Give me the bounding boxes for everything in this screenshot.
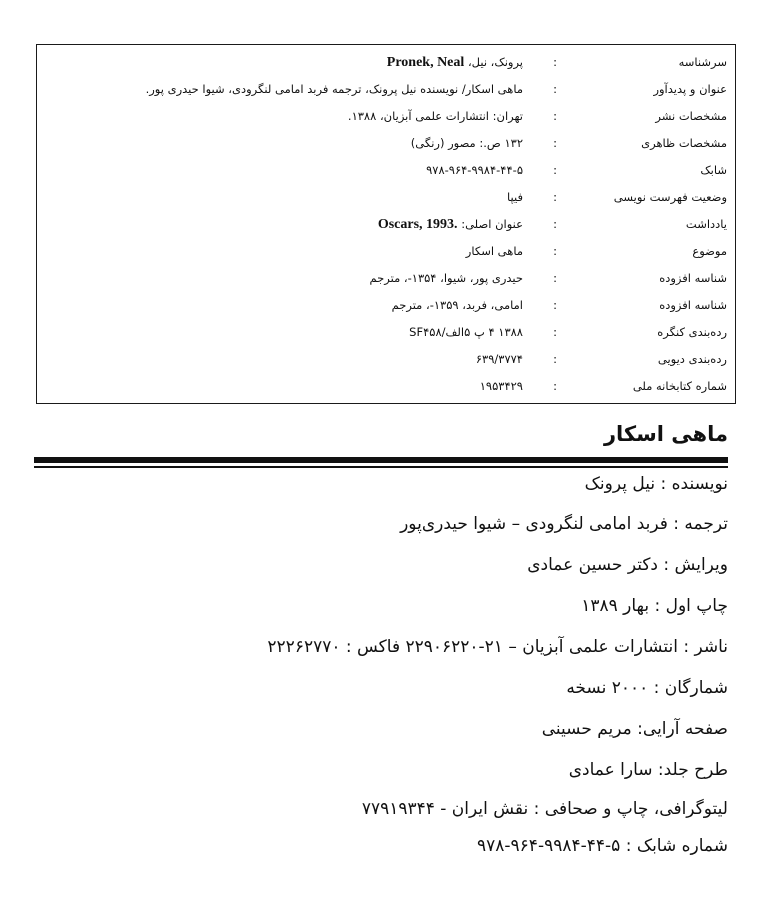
- cip-label: رده‌بندی کنگره: [657, 325, 727, 339]
- credit-translators: ترجمه : فربد امامی لنگرودی – شیوا حیدری‌پور: [400, 514, 728, 534]
- cip-row-national-library-number: [37, 373, 735, 400]
- cip-label: شابک: [700, 163, 727, 177]
- cip-value: ۱۹۵۳۴۲۹: [479, 379, 523, 393]
- credit-layout: صفحه آرایی: مریم حسینی: [541, 719, 728, 739]
- cip-row-subject: [37, 238, 735, 265]
- credit-cover-design: طرح جلد: سارا عمادی: [568, 760, 728, 780]
- cip-label: موضوع: [692, 244, 727, 258]
- cip-value: ماهی اسکار/ نویسنده نیل پرونک، ترجمه فربد امامی لنگرودی، شیوا حیدری پور.: [145, 82, 523, 96]
- cip-value: [387, 55, 523, 71]
- cip-value: ۹۷۸-۹۶۴-۹۹۸۴-۴۴-۵: [426, 163, 523, 177]
- credit-edition: چاپ اول : بهار ۱۳۸۹: [581, 596, 728, 616]
- cip-colon: :: [553, 163, 557, 177]
- cip-value-latin: Oscars, 1993.: [377, 217, 458, 232]
- cip-colon: :: [553, 379, 557, 393]
- cip-row-lc-class: [37, 319, 735, 346]
- cip-label: مشخصات نشر: [655, 109, 727, 123]
- cip-label: رده‌بندی دیویی: [657, 352, 727, 366]
- credit-isbn: شماره شابک : ۵-۴۴-۹۹۸۴-۹۶۴-۹۷۸: [477, 836, 728, 856]
- cip-value: [378, 217, 523, 233]
- cip-row-main-entry: [37, 49, 735, 76]
- cip-value: ۶۳۹/۳۷۷۴: [475, 352, 523, 366]
- cip-colon: :: [553, 325, 557, 339]
- cip-row-note: [37, 211, 735, 238]
- cip-colon: :: [553, 244, 557, 258]
- cip-row-added-entry-2: [37, 292, 735, 319]
- cip-label: شناسه افزوده: [659, 298, 727, 312]
- cip-value: فیپا: [507, 190, 523, 204]
- cip-row-title: [37, 76, 735, 103]
- cip-label: سرشناسه: [678, 55, 727, 69]
- credit-printing: لیتوگرافی، چاپ و صحافی : نقش ایران - ۷۷۹۱۹۳۴۴: [361, 799, 728, 819]
- cip-colon: :: [553, 271, 557, 285]
- cip-value: ماهی اسکار: [465, 244, 523, 258]
- cip-value-latin: Pronek, Neal: [386, 55, 465, 70]
- cip-row-isbn: [37, 157, 735, 184]
- cip-colon: :: [553, 298, 557, 312]
- cip-label: یادداشت: [685, 217, 727, 231]
- cip-value: حیدری پور، شیوا، ۱۳۵۴-، مترجم: [369, 271, 523, 285]
- cip-value: تهران: انتشارات علمی آبزیان، ۱۳۸۸.: [347, 109, 523, 123]
- cip-row-physical: [37, 130, 735, 157]
- cip-value-persian: پرونک، نیل،: [467, 55, 523, 69]
- cip-colon: :: [553, 352, 557, 366]
- cip-colon: :: [553, 190, 557, 204]
- credit-author: نویسنده : نیل پرونک: [584, 474, 728, 494]
- cip-colon: :: [553, 109, 557, 123]
- cip-label: شناسه افزوده: [659, 271, 727, 285]
- divider-thick: [34, 457, 728, 463]
- cip-value: ۱۳۲ ص.: مصور (رنگی): [410, 136, 523, 150]
- credit-publisher: ناشر : انتشارات علمی آبزیان – ۲۱-۲۲۹۰۶۲۲۰ فاکس : ۲۲۲۶۲۷۷۰: [267, 637, 728, 657]
- cip-catalog-box: [36, 44, 736, 404]
- cip-label: وضعیت فهرست نویسی: [613, 190, 727, 204]
- cip-row-catalog-status: [37, 184, 735, 211]
- cip-value: ۱۳۸۸ ۴ پ ۵الف/SF۴۵۸: [409, 325, 523, 339]
- credit-editor: ویرایش : دکتر حسین عمادی: [527, 555, 728, 575]
- cip-label: شماره کتابخانه ملی: [632, 379, 727, 393]
- cip-value: امامی، فربد، ۱۳۵۹-، مترجم: [391, 298, 523, 312]
- divider-thin: [34, 466, 728, 468]
- cip-label: مشخصات ظاهری: [641, 136, 727, 150]
- cip-label: عنوان و پدیدآور: [653, 82, 727, 96]
- cip-colon: :: [553, 55, 557, 69]
- cip-row-dewey-class: [37, 346, 735, 373]
- cip-row-added-entry-1: [37, 265, 735, 292]
- cip-value-persian: عنوان اصلی:: [461, 217, 523, 231]
- cip-colon: :: [553, 217, 557, 231]
- cip-colon: :: [553, 82, 557, 96]
- book-title: ماهی اسکار: [603, 422, 728, 446]
- cip-colon: :: [553, 136, 557, 150]
- credit-print-run: شمارگان : ۲۰۰۰ نسخه: [566, 678, 728, 698]
- cip-row-publication: [37, 103, 735, 130]
